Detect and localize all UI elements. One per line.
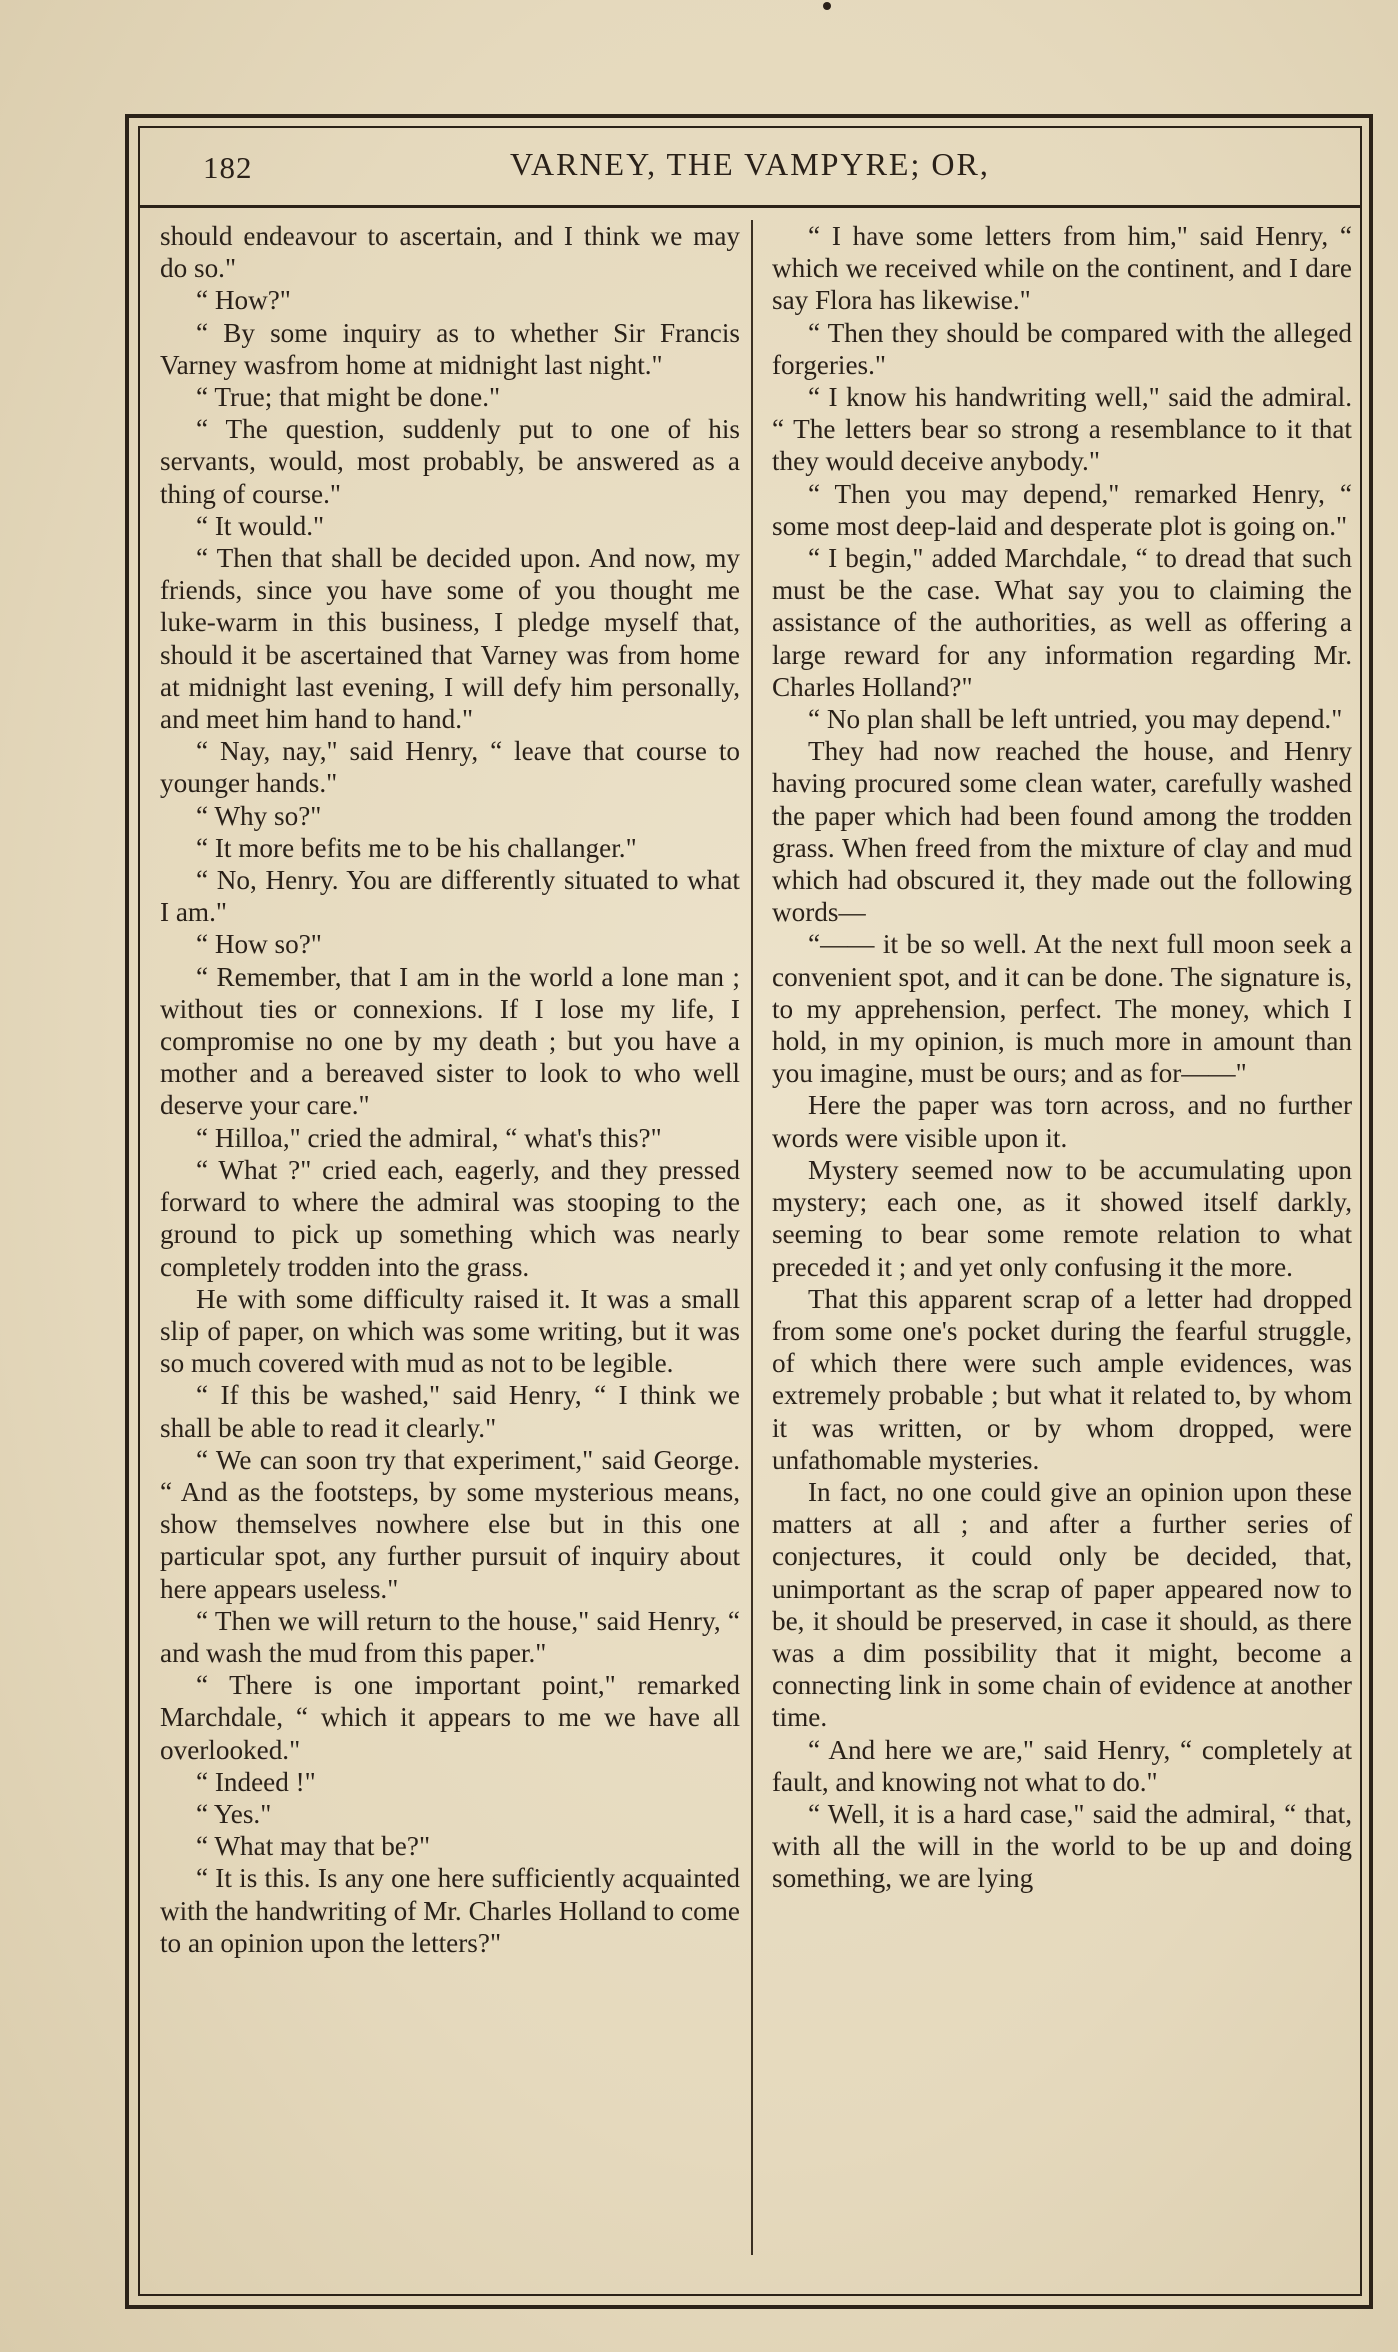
paragraph: “ It more befits me to be his challanger.": [196, 832, 637, 863]
paragraph: “ Then that shall be decided upon. And now, my friends, since you have some of you thought me luke-warm in this business, I pledge myself that, should it be ascertained that Varney was from home at midnight last evening, I will defy him personally, and meet him hand to hand.": [160, 543, 740, 735]
paragraph: “ Then you may depend," remarked Henry, “ some most deep-laid and desperate plot is going on.": [772, 478, 1352, 541]
paragraph: “ We can soon try that experiment," said George. “ And as the footsteps, by some mysterious means, show themselves nowhere else but in this one particular spot, any further pursuit of inquiry about here appears useless.": [160, 1444, 740, 1604]
paragraph: “ Then they should be compared with the alleged forgeries.": [772, 317, 1352, 380]
ink-speck: [823, 2, 831, 10]
paragraph: “ No, Henry. You are differently situated to what I am.": [160, 865, 740, 928]
paragraph: “ Then we will return to the house," said Henry, “ and wash the mud from this paper.": [160, 1605, 740, 1668]
header-rule: [140, 205, 1360, 208]
paragraph: “ It would.": [196, 510, 325, 541]
paragraph: “ The question, suddenly put to one of his servants, would, most probably, be answered as a thing of course.": [160, 414, 740, 509]
paragraph: “ I know his handwriting well," said the admiral. “ The letters bear so strong a resemblance to it that they would deceive anybody.": [772, 382, 1352, 477]
paragraph: should endeavour to ascertain, and I think we may do so.": [160, 221, 740, 284]
paragraph: Mystery seemed now to be accumulating upon mystery; each one, as it showed itself darkly, seeming to bear some remote relation to what preceded it ; and yet only confusing it the more.: [772, 1154, 1352, 1282]
paragraph: “ If this be washed," said Henry, “ I think we shall be able to read it clearly.": [160, 1380, 740, 1443]
paragraph: “—— it be so well. At the next full moon seek a convenient spot, and it can be done. The signature is, to my apprehension, perfect. The money, which I hold, in my opinion, is much more in amount than you imagine, must be ours; and as for——": [772, 929, 1352, 1089]
paragraph: He with some difficulty raised it. It was a small slip of paper, on which was some writing, but it was so much covered with mud as not to be legible.: [160, 1283, 740, 1379]
paragraph: “ Remember, that I am in the world a lone man ; without ties or connexions. If I lose my life, I compromise no one by my death ; but you have a mother and a bereaved sister to look to who well deserve your care.": [160, 961, 740, 1121]
paragraph: That this apparent scrap of a letter had dropped from some one's pocket during the fearful struggle, of which there were such ample evidences, was extremely probable ; but what it related to, by whom it was written, or by whom dropped, were unfathomable mysteries.: [772, 1283, 1352, 1475]
left-column: [160, 220, 740, 1959]
paragraph: “ How?": [196, 285, 291, 316]
paragraph: In fact, no one could give an opinion upon these matters at all ; and after a further series of conjectures, it could only be decided, that, unimportant as the scrap of paper appeared now to be, it should be preserved, in case it should, as there was a dim possibility that it might, become a connecting link in some chain of evidence at another time.: [772, 1476, 1352, 1733]
column-divider: [751, 220, 753, 2255]
paragraph: “ I have some letters from him," said Henry, “ which we received while on the continent, and I dare say Flora has likewise.": [772, 221, 1352, 316]
paragraph: “ I begin," added Marchdale, “ to dread that such must be the case. What say you to claiming the assistance of the authorities, as well as offering a large reward for any information regarding Mr. Charles Holland?": [772, 543, 1352, 702]
right-column: [772, 220, 1352, 1895]
paragraph: “ Hilloa," cried the admiral, “ what's this?": [196, 1122, 662, 1153]
paragraph: “ And here we are," said Henry, “ completely at fault, and knowing not what to do.": [772, 1734, 1352, 1797]
paragraph: “ What may that be?": [196, 1831, 431, 1862]
running-title: VARNEY, THE VAMPYRE; OR,: [510, 146, 990, 182]
paragraph: “ No plan shall be left untried, you may depend.": [808, 704, 1343, 735]
paragraph: “ Indeed !": [196, 1766, 316, 1797]
paragraph: “ There is one important point," remarked Marchdale, “ which it appears to me we have all overlooked.": [160, 1670, 740, 1765]
paragraph: “ How so?": [196, 929, 322, 960]
paragraph: “ By some inquiry as to whether Sir Francis Varney wasfrom home at midnight last night.": [160, 317, 740, 380]
paragraph: “ It is this. Is any one here sufficiently acquainted with the handwriting of Mr. Charles Holland to come to an opinion upon the letters?": [160, 1863, 740, 1958]
paragraph: “ Well, it is a hard case," said the admiral, “ that, with all the will in the world to be up and doing something, we are lying: [772, 1798, 1352, 1894]
paragraph: “ What ?" cried each, eagerly, and they pressed forward to where the admiral was stooping to the ground to pick up something which was nearly completely trodden into the grass.: [160, 1154, 740, 1282]
paragraph: “ Yes.": [196, 1798, 272, 1829]
paragraph: They had now reached the house, and Henry having procured some clean water, carefully washed the paper which had been found among the trodden grass. When freed from the mixture of clay and mud which had obscured it, they made out the following words—: [772, 736, 1352, 928]
page-number: 182: [203, 150, 253, 185]
paragraph: “ Why so?": [196, 800, 322, 831]
paragraph: “ True; that might be done.": [196, 382, 501, 413]
paragraph: “ Nay, nay," said Henry, “ leave that course to younger hands.": [160, 736, 740, 799]
paragraph: Here the paper was torn across, and no further words were visible upon it.: [772, 1090, 1352, 1153]
